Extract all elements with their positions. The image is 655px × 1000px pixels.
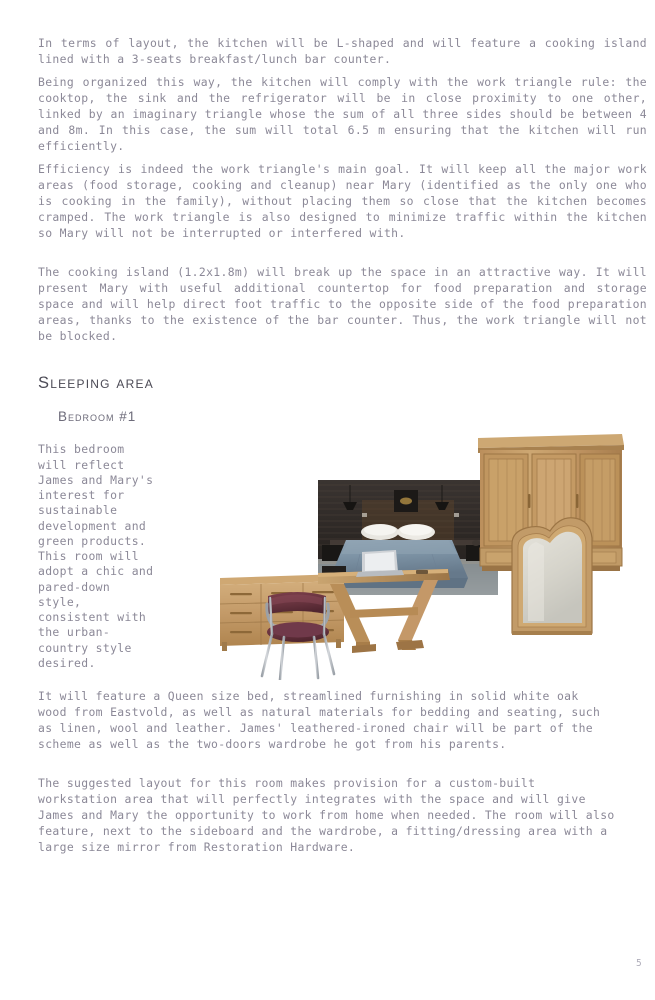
heading-bedroom-1: Bedroom #1 [58, 409, 137, 425]
paragraph-bedroom-layout: The suggested layout for this room makes provision for a custom-built workstation area that will perfectly integrates with the space and will give James and Mary the opportunity to work from home when needed. The room will also feature, next to the sideboard and the wardrobe, a fitting/dressing area with a large size mirror from Restoration Hardware. [38, 776, 615, 854]
bedroom-furniture-collage [210, 428, 634, 680]
page-number: 5 [636, 958, 642, 969]
paragraph-bedroom-intro-column: This bedroom will reflect James and Mary's interest for sustainable development and green products. This room will adopt a chic and pared-down style, consistent with the urban-country style desired. [38, 442, 154, 670]
paragraph-work-triangle-rule: Being organized this way, the kitchen will comply with the work triangle rule: the cooktop, the sink and the refrigerator will be in close proximity to one other, linked by an imaginary triangle whose the sum of all three sides should be between 4 and 8m. In this case, the sum will total 6.5 m ensuring that the kitchen will run efficiently. [38, 75, 647, 153]
paragraph-kitchen-layout: In terms of layout, the kitchen will be L-shaped and will feature a cooking island lined with a 3-seats breakfast/lunch bar counter. [38, 36, 647, 67]
chair [262, 592, 334, 680]
paragraph-efficiency: Efficiency is indeed the work triangle's main goal. It will keep all the major work areas (food storage, cooking and cleanup) near Mary (identified as the only one who is cooking in the family), without placing them so close that the kitchen becomes cramped. The work triangle is also designed to minimize traffic within the kitchen so Mary will not be interrupted or interfered with. [38, 162, 647, 240]
paragraph-cooking-island: The cooking island (1.2x1.8m) will break up the space in an attractive way. It will present Mary with useful additional countertop for food preparation and storage space and will help direct foot traffic to the opposite side of the food preparation areas, thanks to the existence of the bar counter. Thus, the work triangle will not be blocked. [38, 265, 647, 343]
paragraph-bedroom-furnishing: It will feature a Queen size bed, streamlined furnishing in solid white oak wood from Eastvold, as well as natural materials for bedding and seating, such as linen, wool and leather. James' leathered-ironed chair will be part of the scheme as well as the two-doors wardrobe he got from his parents. [38, 689, 601, 751]
heading-sleeping-area: Sleeping area [38, 374, 154, 393]
mirror [510, 518, 594, 636]
